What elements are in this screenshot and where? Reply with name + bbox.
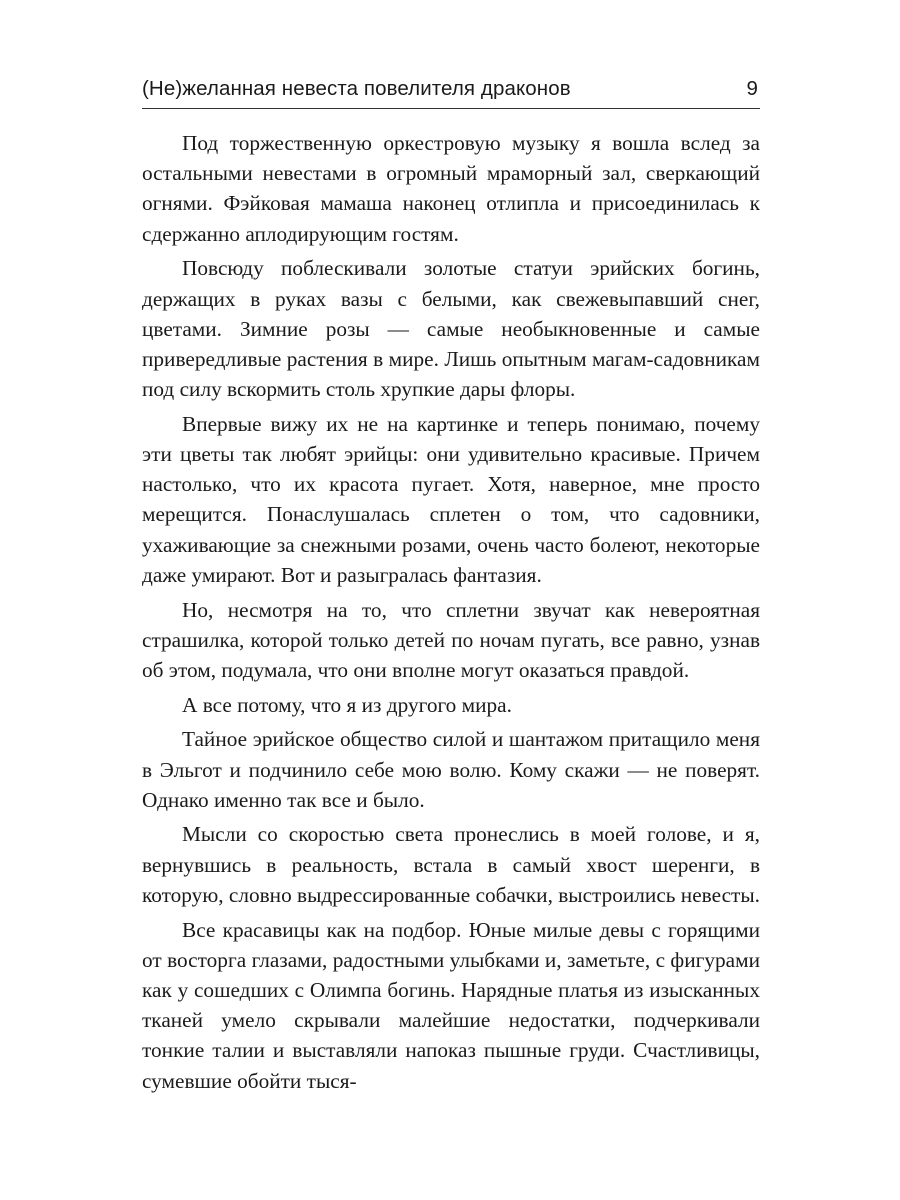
paragraph: Повсюду поблескивали золотые статуи эрийских богинь, держащих в руках вазы с белыми, как свежевыпавший снег, цветами. Зимние розы — самые необыкновенные и самые привередливые растения в мире. Лишь опытным магам-садовникам под силу вскормить столь хрупкие дары флоры.	[142, 256, 760, 402]
paragraph: Мысли со скоростью света пронеслись в моей голове, и я, вернувшись в реальность, встала в самый хвост шеренги, в которую, словно выдрессированные собачки, выстроились невесты.	[142, 822, 760, 907]
body-text	[142, 128, 760, 1100]
paragraph: Под торжественную оркестровую музыку я вошла вслед за остальными невестами в огромный мраморный зал, сверкающий огнями. Фэйковая мамаша наконец отлипла и присоединилась к сдержанно аплодирующим гостям.	[142, 131, 760, 246]
book-title: (Не)желанная невеста повелителя драконов	[142, 77, 571, 100]
page-number: 9	[746, 77, 758, 100]
paragraph: Впервые вижу их не на картинке и теперь понимаю, почему эти цветы так любят эрийцы: они удивительно красивые. Причем настолько, что их красота пугает. Хотя, наверное, мне просто мерещится. Понаслушалась сплетен о том, что садовники, ухаживающие за снежными розами, очень часто болеют, некоторые даже умирают. Вот и разыгралась фантазия.	[142, 411, 760, 587]
paragraph: Но, несмотря на то, что сплетни звучат как невероятная страшилка, которой только детей по ночам пугать, все равно, узнав об этом, подумала, что они вполне могут оказаться правдой.	[142, 597, 760, 682]
paragraph: Все красавицы как на подбор. Юные милые девы с горящими от восторга глазами, радостными улыбками и, заметьте, с фигурами как у сошедших с Олимпа богинь. Нарядные платья из изысканных тканей умело скрывали малейшие недостатки, подчеркивали тонкие талии и выставляли напоказ пышные груди. Счастливицы, сумевшие обойти тыся-	[142, 917, 760, 1093]
paragraph: Тайное эрийское общество силой и шантажом притащило меня в Эльгот и подчинило себе мою волю. Кому скажи — не поверят. Однако именно так все и было.	[142, 727, 760, 812]
running-header	[142, 74, 760, 109]
paragraph: А все потому, что я из другого мира.	[182, 692, 512, 717]
book-page	[142, 0, 760, 1200]
